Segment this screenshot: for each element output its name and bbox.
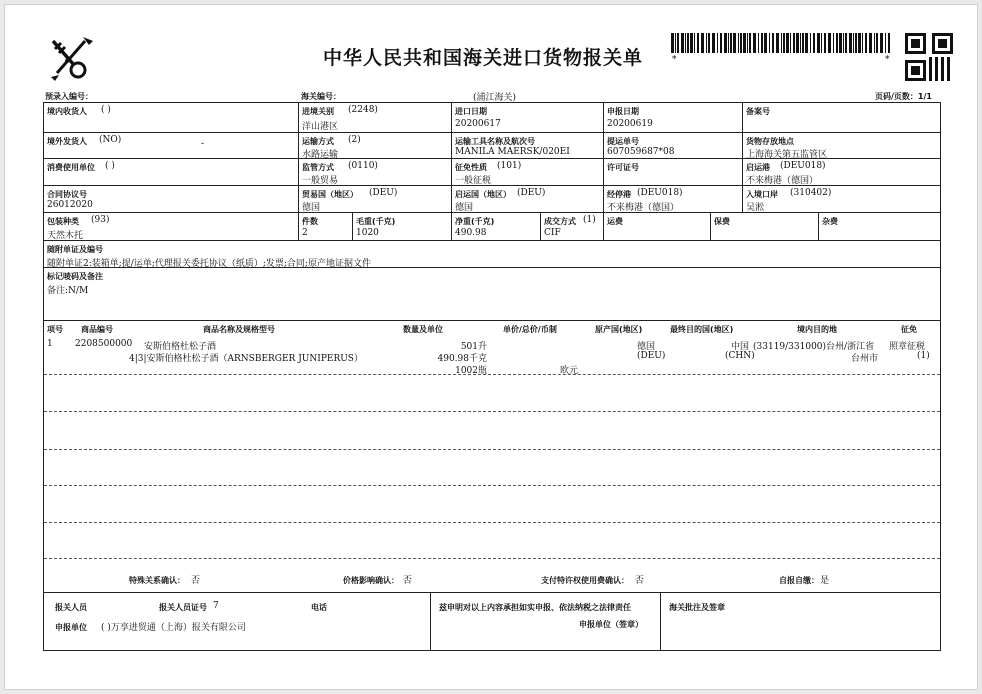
goods-qty-2: 490.98千克 <box>437 354 487 364</box>
storage-label: 货物存放地点 <box>746 137 794 146</box>
consignee-value: ( ) <box>101 105 111 115</box>
goods-col-dest-country: 最终目的国(地区) <box>670 325 734 334</box>
goods-col-levy: 征免 <box>901 325 917 334</box>
trade-country-label: 贸易国（地区） <box>302 190 358 199</box>
departure-code: (DEU018) <box>780 161 826 171</box>
package-value: 天然木托 <box>47 231 84 241</box>
goods-origin: 德国 <box>637 342 656 352</box>
entry-port-value: 吴淞 <box>746 203 765 213</box>
entry-customs-label: 进境关别 <box>302 107 334 116</box>
goods-origin-code: (DEU) <box>637 351 666 361</box>
docs-label: 随附单证及编号 <box>47 245 103 254</box>
misc-label: 杂费 <box>822 217 838 226</box>
goods-col-code: 商品编号 <box>81 325 113 334</box>
vessel-label: 运输工具名称及航次号 <box>455 137 535 146</box>
barcode-star-right: * <box>885 55 890 65</box>
goods-spec: 4|3|安斯伯格杜松子酒（ARNSBERGER JUNIPERUS） <box>129 354 363 364</box>
royalty-label: 支付特许权使用费确认： <box>541 576 629 585</box>
supervision-label: 监管方式 <box>302 163 334 172</box>
license-label: 许可证号 <box>607 163 639 172</box>
goods-dest-place-2: 台州市 <box>851 354 879 364</box>
contract-label: 合同协议号 <box>47 190 87 199</box>
origin-country-label: 启运国（地区） <box>455 190 511 199</box>
price-impact-value: 否 <box>403 576 413 586</box>
transport-value: 水路运输 <box>302 150 339 160</box>
contract-value: 26012020 <box>47 200 93 210</box>
qr-code <box>905 33 953 81</box>
origin-country-code: (DEU) <box>517 188 546 198</box>
import-date-value: 20200617 <box>455 119 501 129</box>
pieces-label: 件数 <box>302 217 318 226</box>
goods-code: 2208500000 <box>75 339 133 349</box>
self-pay-label: 自报自缴： <box>779 576 819 585</box>
customs-emblem-icon <box>45 33 97 85</box>
pieces-value: 2 <box>302 228 308 238</box>
bill-value: 607059687*08 <box>607 147 675 157</box>
supervision-code: (0110) <box>348 161 378 171</box>
transit-value: 不来梅港（德国） <box>607 203 680 213</box>
customs-no-label: 海关编号： <box>301 92 341 101</box>
goods-levy: 照章征税 <box>889 342 926 352</box>
vessel-value: MANILA MAERSK/020EI <box>455 147 570 157</box>
levy-code: (101) <box>497 161 522 171</box>
broker-cert-label: 报关人员证号 <box>159 603 207 612</box>
declare-unit-label: 申报单位 <box>55 623 87 632</box>
shipper-value: - <box>201 139 205 149</box>
goods-col-dest-place: 境内目的地 <box>797 325 837 334</box>
gross-label: 毛重(千克) <box>356 217 396 226</box>
goods-item-no: 1 <box>47 339 53 349</box>
customs-declaration-page <box>4 4 978 690</box>
customs-office: (浦江海关) <box>473 93 517 103</box>
pre-entry-label: 预录入编号： <box>45 92 93 101</box>
goods-qty-1: 501升 <box>460 342 487 352</box>
declare-date-label: 申报日期 <box>607 107 639 116</box>
royalty-value: 否 <box>635 576 645 586</box>
entry-port-label: 入境口岸 <box>746 190 778 199</box>
declare-seal-label: 申报单位（签章） <box>579 620 643 629</box>
declaration-text: 兹申明对以上内容承担如实申报、依法纳税之法律责任 <box>439 603 631 612</box>
supervision-value: 一般贸易 <box>302 176 339 186</box>
goods-col-origin: 原产国(地区) <box>595 325 643 334</box>
goods-levy-code: (1) <box>917 351 930 361</box>
consumer-label: 消费使用单位 <box>47 163 95 172</box>
entry-port-code: (310402) <box>790 188 832 198</box>
goods-col-name: 商品名称及规格型号 <box>203 325 275 334</box>
goods-dest-country-code: (CHN) <box>725 351 755 361</box>
trade-country-code: (DEU) <box>369 188 398 198</box>
barcode <box>669 33 893 59</box>
package-label: 包装种类 <box>47 217 79 226</box>
import-date-label: 进口日期 <box>455 107 487 116</box>
page-title: 中华人民共和国海关进口货物报关单 <box>323 47 644 69</box>
goods-col-qty: 数量及单位 <box>403 325 443 334</box>
page-number: 页码/页数：1/1 <box>875 92 932 101</box>
customs-remark-label: 海关批注及签章 <box>669 603 725 612</box>
transit-label: 经停港 <box>607 190 631 199</box>
consignee-label: 境内收货人 <box>47 107 87 116</box>
package-code: (93) <box>91 215 110 225</box>
shipper-code: (NO) <box>99 135 122 145</box>
storage-value: 上海海关第五监管区 <box>746 150 828 160</box>
phone-label: 电话 <box>311 603 327 612</box>
deal-value: CIF <box>544 228 561 238</box>
declare-unit-value: ( )万享进贸通（上海）报关有限公司 <box>101 623 246 633</box>
gross-value: 1020 <box>356 228 379 238</box>
transport-label: 运输方式 <box>302 137 334 146</box>
goods-name: 安斯伯格杜松子酒 <box>144 342 217 352</box>
net-label: 净重(千克) <box>455 217 495 226</box>
price-impact-label: 价格影响确认： <box>343 576 399 585</box>
broker-label: 报关人员 <box>55 603 87 612</box>
special-relation-label: 特殊关系确认： <box>129 576 185 585</box>
special-relation-value: 否 <box>191 576 201 586</box>
self-pay-value: 是 <box>820 576 830 586</box>
trade-country-value: 德国 <box>302 203 321 213</box>
transit-code: (DEU018) <box>637 188 683 198</box>
entry-customs-code: (2248) <box>348 105 378 115</box>
insurance-label: 保费 <box>714 217 730 226</box>
bill-label: 提运单号 <box>607 137 639 146</box>
goods-col-price: 单价/总价/币制 <box>503 325 557 334</box>
goods-col-item-no: 项号 <box>47 325 63 334</box>
levy-label: 征免性质 <box>455 163 487 172</box>
net-value: 490.98 <box>455 228 487 238</box>
departure-label: 启运港 <box>746 163 770 172</box>
goods-dest-country: 中国 <box>731 342 750 352</box>
marks-value: 备注:N/M <box>47 286 89 296</box>
goods-currency: 欧元 <box>560 366 579 376</box>
goods-qty-3: 1002瓶 <box>455 366 487 376</box>
levy-value: 一般征税 <box>455 176 492 186</box>
docs-value: 随附单证2:装箱单;提/运单;代理报关委托协议（纸质）;发票;合同;原产地证据文件 <box>47 259 371 269</box>
declare-date-value: 20200619 <box>607 119 653 129</box>
consumer-value: ( ) <box>105 161 115 171</box>
broker-cert-value: 7 <box>213 601 219 611</box>
transport-code: (2) <box>348 135 361 145</box>
deal-label: 成交方式 <box>544 217 576 226</box>
origin-country-value: 德国 <box>455 203 474 213</box>
shipper-label: 境外发货人 <box>47 137 87 146</box>
goods-dest-place: (33119/331000)台州/浙江省 <box>753 342 875 352</box>
entry-customs-value: 洋山港区 <box>302 122 339 132</box>
barcode-star-left: * <box>672 55 677 65</box>
deal-code: (1) <box>583 215 596 225</box>
freight-label: 运费 <box>607 217 623 226</box>
departure-value: 不来梅港（德国） <box>746 176 819 186</box>
marks-label: 标记唛码及备注 <box>47 272 103 281</box>
record-no-label: 备案号 <box>746 107 770 116</box>
